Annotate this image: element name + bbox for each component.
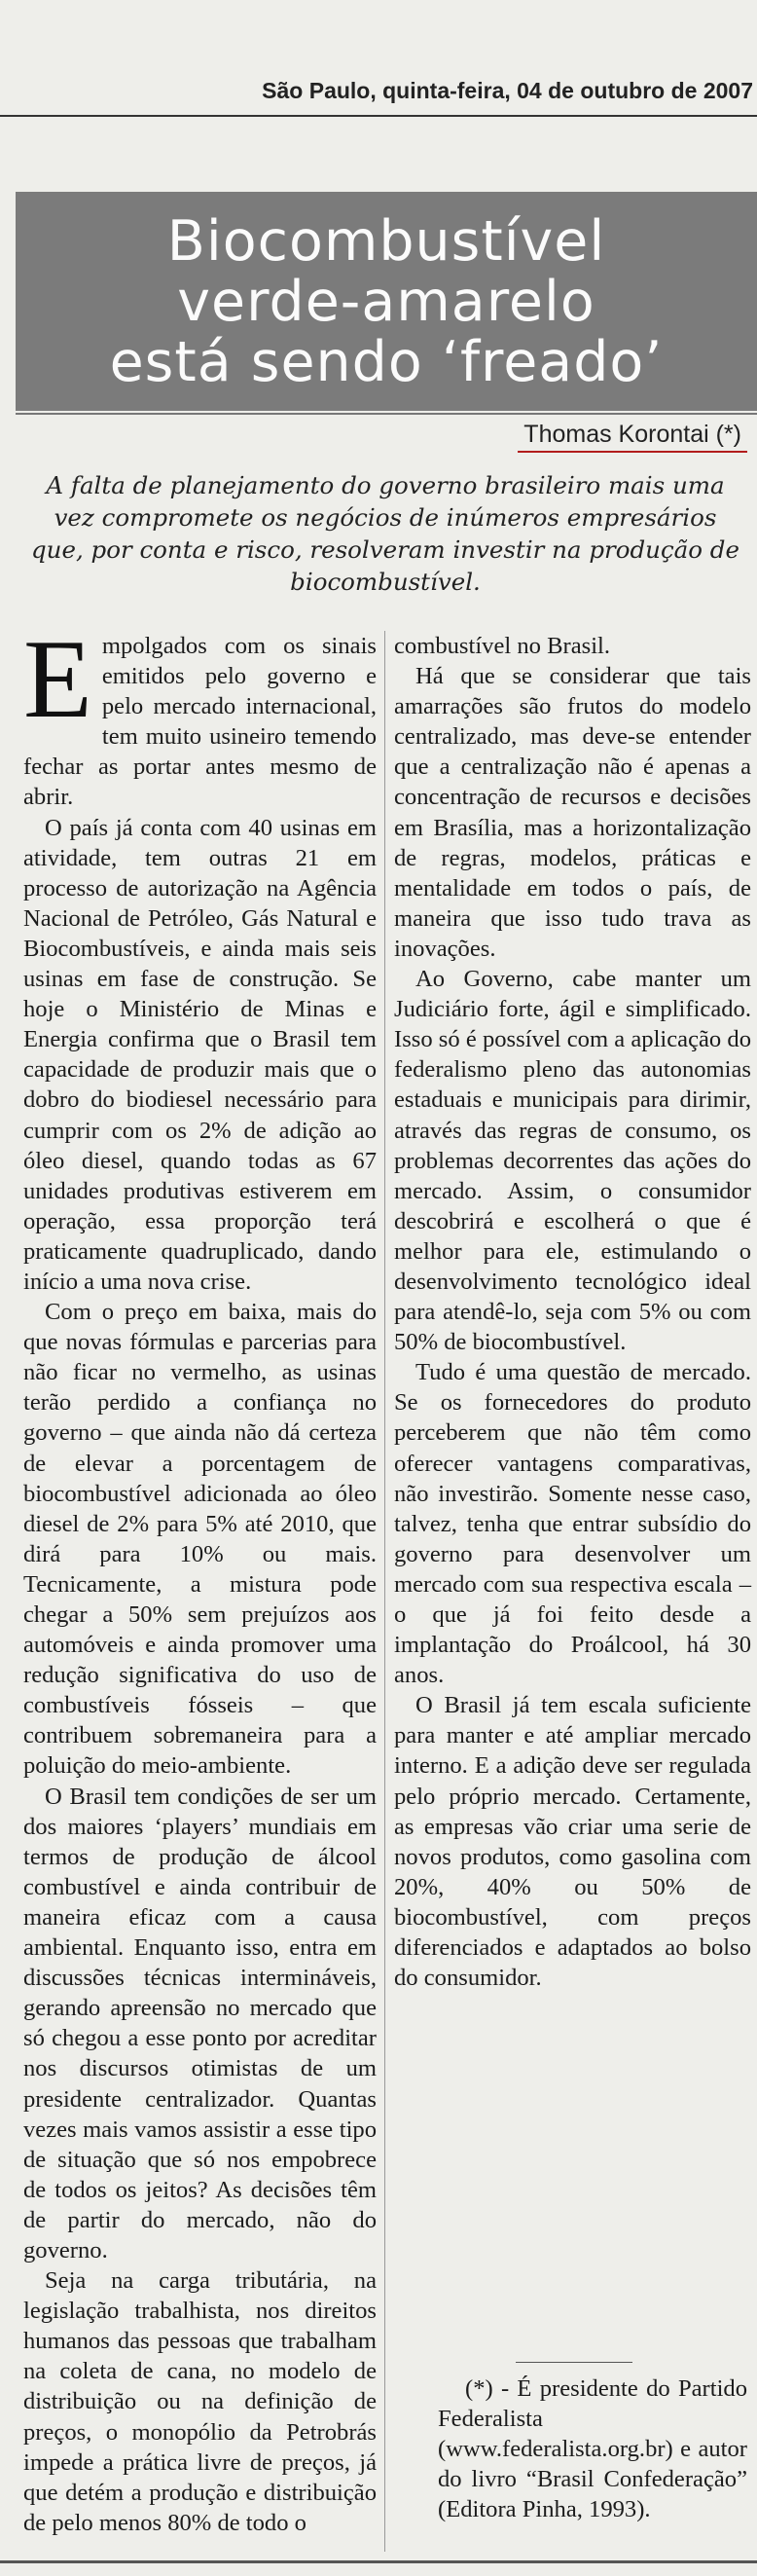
drop-cap: E [23, 617, 92, 742]
dateline: São Paulo, quinta-feira, 04 de outubro de 2007 [262, 78, 753, 103]
author-byline: Thomas Korontai (*) [518, 421, 747, 453]
paragraph-1 [23, 617, 377, 813]
paragraph-7: Ao Governo, cabe manter um Judiciário forte, ágil e simplificado. Isso só é possível com a aplicação do federalismo pleno das autonomias estaduais e municipais para dirimir, através das regras de consumo, os problemas decorrentes das ações do mercado. Assim, o consumidor descobrirá e escolherá o que é melhor para ele, estimulando o desenvolvimento tecnológico ideal para atendê-lo, seja com 5% ou com 50% de biocombustível. [394, 966, 751, 1356]
column-divider [384, 631, 385, 2552]
bottom-rule [0, 2560, 757, 2563]
paragraph-3: Com o preço em baixa, mais do que novas fórmulas e parcerias para não ficar no vermelho, as usinas terão perdido a confiança no governo – que ainda não dá certeza de elevar a porcentagem de biocombustível adicionada ao óleo diesel de 2% para 5% até 2010, que dirá para 10% ou mais. Tecnicamente, a mistura pode chegar a 50% sem prejuízos aos automóveis e ainda promover uma redução significativa do uso de combustíveis fósseis – que contribuem sobremaneira para a poluição do meio-ambiente. [23, 1299, 377, 1780]
paragraph-4: O Brasil tem condições de ser um dos maiores ‘players’ mundiais em termos de produção de álcool combustível e ainda contribuir de maneira eficaz com a causa ambiental. Enquanto isso, entra em discussões técnicas intermináveis, gerando apreensão no mercado que só chegou a esse ponto por acreditar nos discursos otimistas de um presidente centralizador. Quantas vezes mais vamos assistir a esse tipo de situação que só nos empobrece de todos os jeitos? As decisões têm de partir do mercado, não do governo. [23, 1783, 377, 2263]
lede-paragraph: A falta de planejamento do governo brasileiro mais uma vez compromete os negócios de inúmeros empresários que, por conta e risco, resolveram investir na produção de biocombustível. [30, 471, 739, 596]
paragraph-2: O país já conta com 40 usinas em atividade, tem outras 21 em processo de autorização na Agência Nacional de Petróleo, Gás Natural e Biocombustíveis, e ainda mais seis usinas em fase de construção. Se hoje o Ministério de Minas e Energia confirma que o Brasil tem capacidade de produzir mais que o dobro do biodiesel necessário para cumprir com os 2% de adição ao óleo diesel, quando todas as 67 unidades produtivas estiverem em operação, essa proporção terá praticamente quadruplicado, dando início a uma nova crise. [23, 814, 377, 1295]
paragraph-6: Há que se considerar que tais amarrações são frutos do modelo centralizado, mas deve-se entender que a centralização não é apenas a concentração de recursos e decisões em Brasília, mas a horizontalização de regras, modelos, práticas e mentalidade em todos o país, de maneira que isso tudo trava as inovações. [394, 663, 751, 962]
article-column-right [394, 631, 751, 1993]
paragraph-5-continued: combustível no Brasil. [394, 633, 611, 659]
paragraph-9: O Brasil já tem escala suficiente para manter e até ampliar mercado interno. E a adição deve ser regulada pelo próprio mercado. Certamente, as empresas vão criar uma serie de novos produtos, como gasolina com 20%, 40% ou 50% de biocombustível, com preços diferenciados e adaptados ao bolso do consumidor. [394, 1692, 751, 1992]
paragraph-1-text: mpolgados com os sinais emitidos pelo governo e pelo mercado internacional, tem muito usineiro temendo fechar as portar antes mesmo de abrir. [23, 633, 377, 811]
paragraph-5: Seja na carga tributária, na legislação trabalhista, nos direitos humanos das pessoas que trabalham na coleta de cana, no modelo de distribuição ou na definição de preços, o monopólio da Petrobrás impede a prática livre de preços, já que detém a produção e distribuição de pelo menos 80% de todo o [23, 2267, 377, 2536]
header-rule [0, 115, 757, 117]
byline-rule [16, 413, 757, 415]
headline-banner [16, 192, 757, 411]
author-footnote [438, 2374, 747, 2524]
footnote-rule [516, 2362, 632, 2363]
headline-line-2: verde-amarelo [177, 269, 595, 334]
footnote-text: (*) - É presidente do Partido Federalista (www.federalista.org.br) e autor do livro “Brasil Confederação” (Editora Pinha, 1993). [438, 2375, 747, 2522]
article-column-left [23, 617, 377, 2538]
paragraph-8: Tudo é uma questão de mercado. Se os fornecedores do produto perceberem que não têm como oferecer vantagens comparativas, não investirão. Somente nesse caso, talvez, tenha que entrar subsídio do governo para desenvolver um mercado com sua respectiva escala – o que já foi feito desde a implantação do Proálcool, há 30 anos. [394, 1359, 751, 1689]
headline-line-1: Biocombustível [166, 208, 606, 274]
headline-line-3: está sendo ‘freado’ [109, 329, 664, 394]
